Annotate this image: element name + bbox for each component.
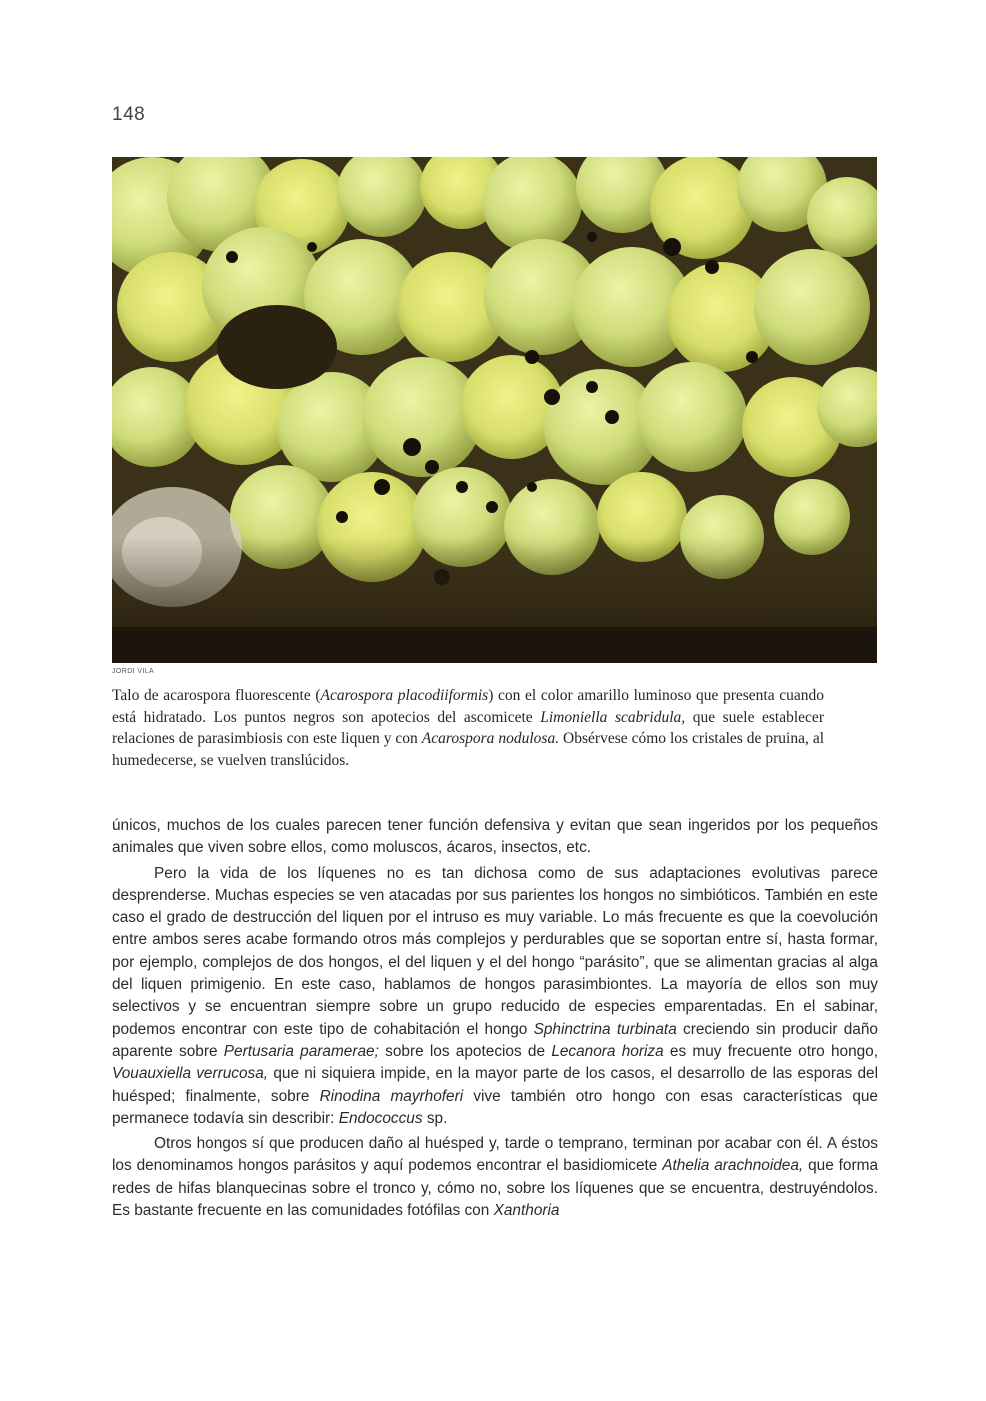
body-text [112,815,878,1222]
caption-text: Talo de acarospora fluorescente ( [112,687,321,704]
species-name: Rinodina mayrhoferi [319,1087,464,1105]
paragraph-text: vive también otro hongo con esas características que permanece todavía sin describir: [112,1087,878,1127]
caption-species: Acarospora placodiiformis [320,687,489,704]
paragraph-text: Otros hongos sí que producen daño al huésped y, tarde o temprano, terminan por acabar con él. A éstos los denominamos hongos parásitos y aquí podemos encontrar el basidiomicete [112,1135,878,1175]
paragraph-1: únicos, muchos de los cuales parecen tener función defensiva y evitan que sean ingeridos por los pequeños animales que viven sobre ellos, como moluscos, ácaros, insectos, etc. [112,817,878,857]
page-number: 148 [112,104,146,125]
species-name: Endococcus [338,1109,423,1127]
paragraph-text: sobre los apotecios de [378,1042,552,1060]
caption-text: ) con el color amarillo luminoso que presenta cuando está hidratado. Los puntos negros son apotecios del ascomicete [112,687,825,726]
paragraph-text: que forma redes de hifas blanquecinas sobre el tronco y, cómo no, sobre los líquenes que se encuentra, destruyéndolos. Es bastante frecuente en las comunidades fotófilas con [112,1157,879,1220]
figure-caption [112,685,824,771]
paragraph-text: creciendo sin producir daño aparente sobre [112,1020,878,1060]
paragraph-text: es muy frecuente otro hongo, [663,1042,879,1060]
paragraph-2 [112,863,878,1131]
paragraph-3 [112,1133,878,1222]
photo-credit: JORDI VILA [112,668,155,675]
caption-text: Obsérvese cómo los cristales de pruina, al humedecerse, se vuelven translúcidos. [112,730,825,769]
species-name: Vouauxiella verrucosa, [112,1065,269,1083]
caption-species: Acarospora nodulosa. [421,730,560,747]
lichen-photo-image [112,157,877,663]
species-name: Xanthoria [493,1202,560,1220]
species-name: Lecanora horiza [551,1042,664,1060]
paragraph-text: sp. [422,1109,448,1127]
caption-text: que suele establecer relaciones de parasimbiosis con este liquen y con [112,708,824,747]
lichen-photo [112,157,877,663]
species-name: Athelia arachnoidea, [662,1157,804,1175]
paragraph-text: Pero la vida de los líquenes no es tan dichosa como de sus adaptaciones evolutivas parece desprenderse. Muchas especies se ven atacadas por sus parientes los hongos no simbióticos. También en este caso el grado de destrucción del liquen por el intruso es muy variable. Lo más frecuente es que la coevolución entre ambos seres acabe formando otros más complejos y perdurables que se soportan entre sí, hasta formar, por ejemplo, complejos de dos hongos, el del liquen y el del hongo “parásito”, que se alimentan gracias al alga del liquen primigenio. En este caso, hablamos de hongos parasimbiontes. La mayoría de ellos son muy selectivos y se encuentran siempre sobre un grupo reducido de especies emparentadas. En el sabinar, podemos encontrar con este tipo de cohabitación el hongo [112,864,878,1038]
caption-species: Limoniella scabridula, [540,708,686,726]
species-name: Pertusaria paramerae; [223,1042,379,1060]
species-name: Sphinctrina turbinata [533,1020,677,1038]
paragraph-text: que ni siquiera impide, en la mayor parte de los casos, el desarrollo de las esporas del huésped; finalmente, sobre [112,1065,878,1105]
